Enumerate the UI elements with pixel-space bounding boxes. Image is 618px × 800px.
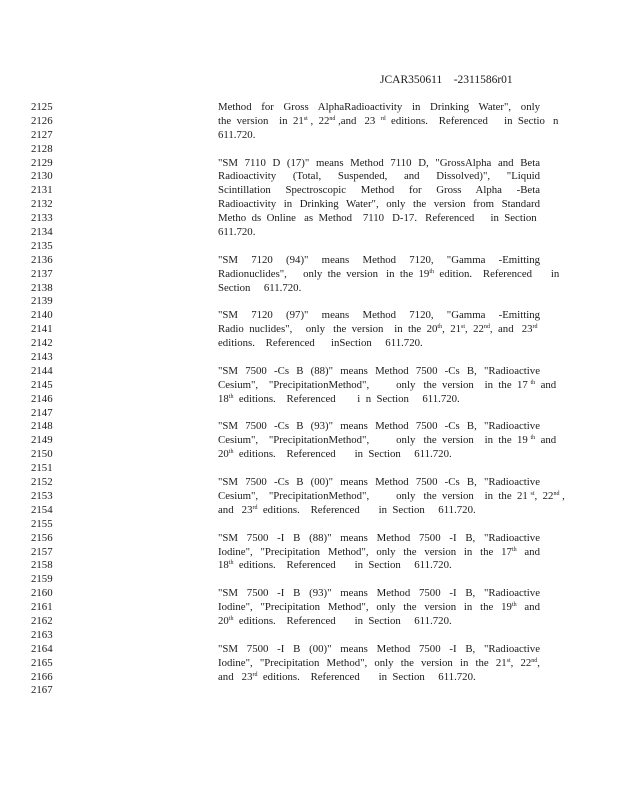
text-segment: and 23: [218, 503, 253, 516]
text-segment: editions. Referenced in Section 611.720.: [257, 670, 476, 683]
line-number: 2154: [31, 503, 53, 516]
text-segment: "SM 7500 -Cs B (00)" means Method 7500 -Cs B, "Radioactive: [218, 476, 540, 489]
text-line: [218, 462, 540, 476]
line-number: 2167: [31, 684, 53, 697]
line-number: 2149: [31, 434, 53, 447]
text-segment: Scintillation Spectroscopic Method for Gross Alpha -Beta: [218, 184, 540, 197]
line-number: 2139: [31, 295, 53, 308]
text-segment: , 22: [510, 656, 532, 669]
text-segment: 20: [218, 448, 229, 461]
text-segment: Iodine", "Precipitation Method", only the version in the 21: [218, 656, 507, 669]
line-number: 2131: [31, 184, 53, 197]
line-number: 2140: [31, 309, 53, 322]
ordinal-superscript: st: [461, 324, 466, 331]
ordinal-superscript: rd: [252, 671, 258, 678]
line-number: 2153: [31, 489, 53, 502]
line-number: 2157: [31, 545, 53, 558]
text-line: [218, 518, 540, 532]
text-line: [218, 212, 540, 226]
text-segment: "SM 7500 -Cs B (93)" means Method 7500 -Cs B, "Radioactive: [218, 420, 540, 433]
line-number: 2163: [31, 628, 53, 641]
text-line: [218, 573, 540, 587]
text-line: [218, 323, 540, 337]
line-number-column: [31, 101, 71, 698]
ordinal-superscript: th: [530, 435, 536, 442]
text-line: [218, 129, 540, 143]
text-segment: edition. Referenced in: [434, 267, 560, 280]
ordinal-superscript: th: [228, 615, 234, 622]
text-line: [218, 532, 540, 546]
text-segment: and 23: [218, 670, 253, 683]
text-segment: Method for Gross AlphaRadioactivity in Drinking Water", only: [218, 101, 540, 113]
line-number: 2133: [31, 212, 53, 225]
ordinal-superscript: nd: [531, 657, 538, 664]
text-line: [218, 643, 540, 657]
text-segment: and: [516, 601, 540, 614]
ordinal-superscript: rd: [532, 324, 538, 331]
text-segment: and: [535, 434, 557, 447]
text-segment: Cesium", "PrecipitationMethod", only the version in the 19: [218, 434, 531, 447]
text-line: [218, 143, 540, 157]
text-line: [218, 615, 540, 629]
document-body: [218, 101, 565, 698]
line-number: 2166: [31, 670, 53, 683]
text-segment: editions. Referenced inSection 611.720.: [218, 337, 423, 350]
text-line: [218, 184, 540, 198]
ordinal-superscript: st: [506, 657, 511, 664]
text-segment: Cesium", "PrecipitationMethod", only the version in the 17: [218, 378, 531, 391]
text-line: [218, 629, 540, 643]
line-number: 2145: [31, 378, 53, 391]
text-segment: editions. Referenced in Section 611.720.: [233, 448, 452, 461]
ordinal-superscript: th: [511, 546, 517, 553]
text-line: [218, 546, 540, 560]
text-segment: Radio nuclides", only the version in the 20: [218, 323, 438, 336]
text-line: [218, 407, 540, 421]
text-line: [218, 309, 540, 323]
text-segment: editions. Referenced in Section 611.720.: [233, 559, 452, 572]
line-number: 2132: [31, 198, 53, 211]
document-header-id: JCAR350611 -2311586r01: [380, 74, 513, 86]
text-segment: Metho ds Online as Method 7110 D-17. Referenced in Section: [218, 212, 537, 225]
text-line: [218, 101, 540, 115]
line-number: 2155: [31, 517, 53, 530]
text-line: [218, 240, 540, 254]
line-number: 2148: [31, 420, 53, 433]
text-line: [218, 170, 540, 184]
text-segment: Radioactivity (Total, Suspended, and Dissolved)", "Liquid: [218, 170, 540, 183]
text-line: [218, 226, 540, 240]
text-segment: and: [516, 545, 540, 558]
text-segment: , 22: [307, 114, 330, 127]
line-number: 2165: [31, 656, 53, 669]
line-number: 2138: [31, 281, 53, 294]
text-line: [218, 295, 540, 309]
line-number: 2141: [31, 323, 53, 336]
text-segment: editions. Referenced i n Section 611.720.: [233, 392, 460, 405]
text-line: [218, 378, 557, 393]
ordinal-superscript: st: [530, 490, 535, 497]
line-number: 2127: [31, 128, 53, 141]
line-number: 2162: [31, 614, 53, 627]
line-number: 2128: [31, 142, 53, 155]
text-segment: Section 611.720.: [218, 281, 302, 294]
text-segment: Radionuclides", only the version in the 19: [218, 267, 430, 280]
line-number: 2159: [31, 573, 53, 586]
text-segment: ,: [559, 489, 565, 502]
ordinal-superscript: th: [228, 393, 234, 400]
text-line: [218, 198, 540, 212]
line-number: 2146: [31, 392, 53, 405]
text-line: [218, 267, 560, 282]
line-number: 2156: [31, 531, 53, 544]
text-line: [218, 489, 565, 504]
line-number: 2126: [31, 114, 53, 127]
text-line: [218, 684, 540, 698]
text-line: [218, 434, 557, 448]
line-number: 2136: [31, 253, 53, 266]
text-line: [218, 157, 540, 171]
text-segment: , 21: [442, 323, 461, 336]
ordinal-superscript: nd: [329, 115, 336, 122]
text-segment: "SM 7500 -I B (88)" means Method 7500 -I B, "Radioactive: [218, 531, 540, 544]
text-line: [218, 282, 540, 296]
line-number: 2152: [31, 476, 53, 489]
text-line: [218, 365, 540, 379]
line-number: 2160: [31, 587, 53, 600]
text-segment: , 22: [534, 489, 554, 502]
ordinal-superscript: th: [511, 602, 517, 609]
line-number: 2142: [31, 337, 53, 350]
ordinal-superscript: st: [303, 115, 308, 122]
text-segment: , and 23: [489, 323, 533, 336]
line-number: 2129: [31, 156, 53, 169]
line-number: 2134: [31, 226, 53, 239]
line-number: 2135: [31, 239, 53, 252]
text-line: [218, 393, 540, 407]
line-number: 2161: [31, 601, 53, 614]
ordinal-superscript: rd: [380, 115, 386, 122]
line-number: 2164: [31, 642, 53, 655]
line-number: 2151: [31, 462, 53, 475]
line-number: 2125: [31, 101, 53, 113]
text-line: [218, 114, 559, 129]
text-segment: 611.720.: [218, 128, 256, 141]
ordinal-superscript: rd: [252, 504, 258, 511]
text-segment: Iodine", "Precipitation Method", only the version in the 19: [218, 601, 512, 614]
ordinal-superscript: nd: [553, 490, 560, 497]
line-number: 2144: [31, 364, 53, 377]
text-segment: "SM 7500 -I B (93)" means Method 7500 -I B, "Radioactive: [218, 587, 540, 600]
line-number: 2143: [31, 351, 53, 364]
text-segment: editions. Referenced in Section 611.720.: [257, 503, 476, 516]
ordinal-superscript: th: [530, 379, 536, 386]
line-number: 2130: [31, 170, 53, 183]
text-line: [218, 448, 540, 462]
text-segment: 611.720.: [218, 226, 256, 239]
text-segment: , 22: [465, 323, 484, 336]
text-segment: ,and 23: [335, 114, 381, 127]
text-segment: ,: [537, 656, 540, 669]
text-segment: Cesium", "PrecipitationMethod", only the version in the 21: [218, 489, 531, 502]
text-segment: "SM 7110 D (17)" means Method 7110 D, "GrossAlpha and Beta: [218, 156, 540, 169]
ordinal-superscript: th: [228, 560, 234, 567]
ordinal-superscript: nd: [483, 324, 490, 331]
text-segment: Radioactivity in Drinking Water", only the version from Standard: [218, 198, 540, 211]
ordinal-superscript: th: [429, 268, 434, 275]
text-line: [218, 657, 540, 671]
text-line: [218, 476, 540, 490]
text-line: [218, 254, 540, 268]
text-segment: and: [535, 378, 557, 391]
text-line: [218, 351, 540, 365]
text-segment: 20: [218, 614, 229, 627]
text-segment: Iodine", "Precipitation Method", only the version in the 17: [218, 545, 512, 558]
text-line: [218, 337, 540, 351]
text-segment: "SM 7120 (97)" means Method 7120, "Gamma -Emitting: [218, 309, 540, 322]
text-line: [218, 671, 540, 685]
text-segment: editions. Referenced in Section 611.720.: [233, 614, 452, 627]
text-line: [218, 587, 540, 601]
text-segment: "SM 7500 -Cs B (88)" means Method 7500 -Cs B, "Radioactive: [218, 364, 540, 377]
line-number: 2158: [31, 559, 53, 572]
text-segment: editions. Referenced in Sectio n: [385, 114, 559, 127]
text-line: [218, 504, 540, 518]
text-line: [218, 601, 540, 615]
ordinal-superscript: th: [228, 449, 234, 456]
text-line: [218, 559, 540, 573]
line-number: 2147: [31, 406, 53, 419]
text-segment: 18: [218, 392, 229, 405]
text-segment: the version in 21: [218, 114, 304, 127]
text-line: [218, 420, 540, 434]
line-number: 2150: [31, 448, 53, 461]
text-segment: "SM 7500 -I B (00)" means Method 7500 -I B, "Radioactive: [218, 642, 540, 655]
text-segment: "SM 7120 (94)" means Method 7120, "Gamma -Emitting: [218, 253, 540, 266]
text-segment: 18: [218, 559, 229, 572]
ordinal-superscript: th: [437, 324, 443, 331]
line-number: 2137: [31, 267, 53, 280]
